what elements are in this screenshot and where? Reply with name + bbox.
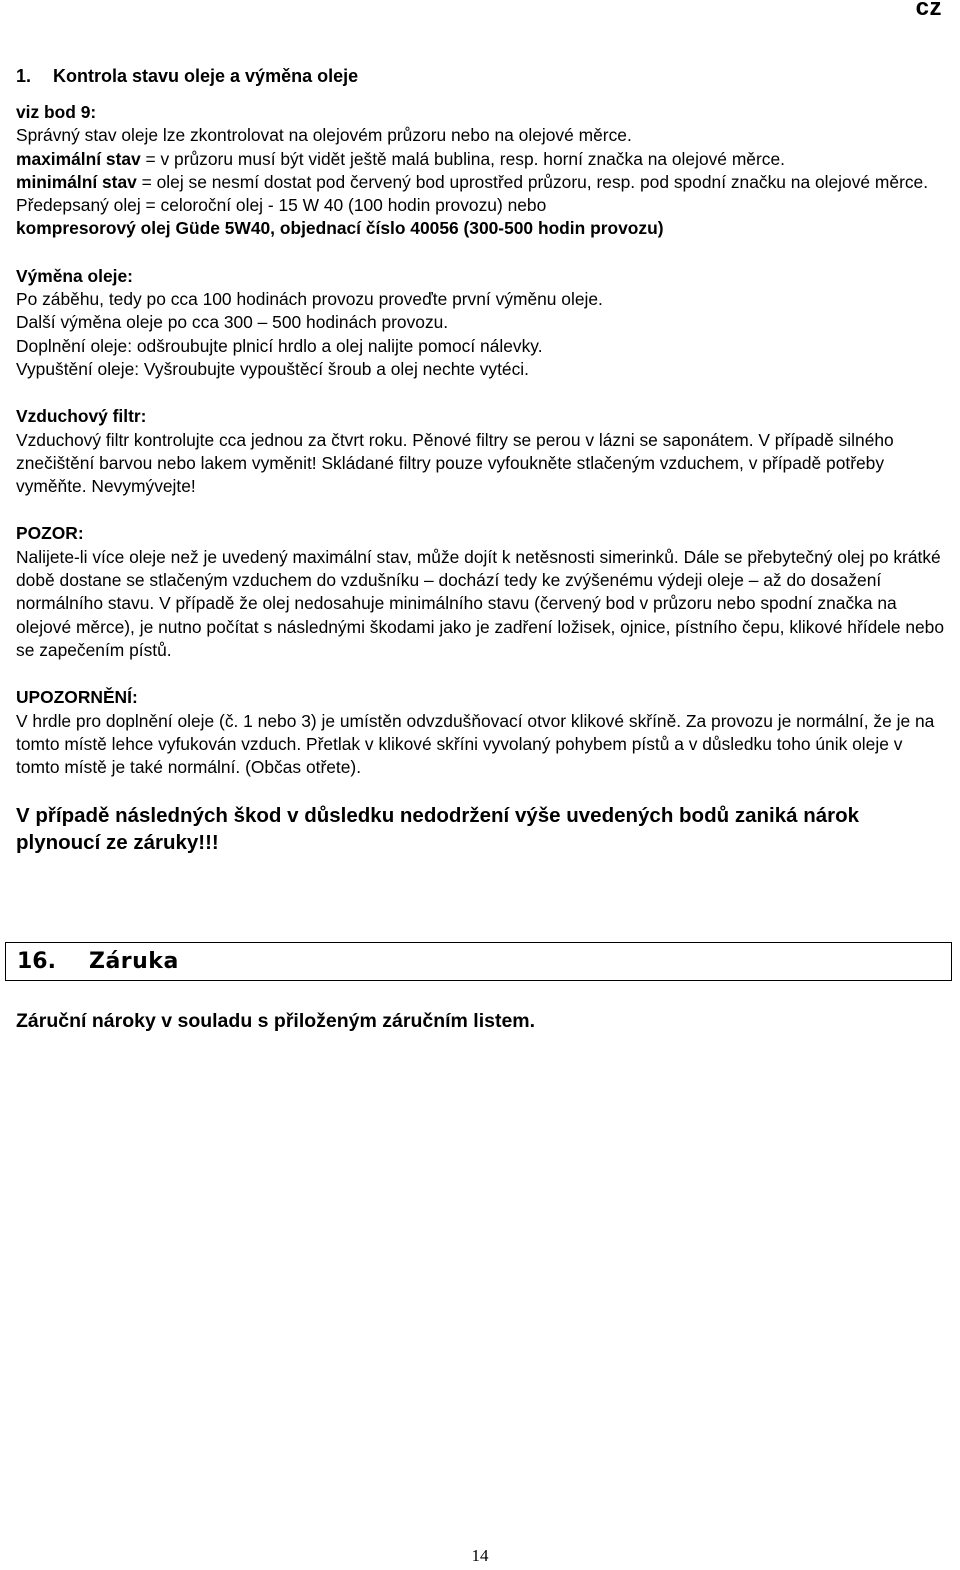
caution-title: POZOR:	[16, 523, 84, 544]
warranty-section-heading	[5, 942, 952, 981]
max-level-text: = v průzoru musí být vidět ještě malá bublina, resp. horní značka na olejové měrce.	[140, 148, 785, 169]
oil-change-line: Doplnění oleje: odšroubujte plnicí hrdlo a olej nalijte pomocí nálevky.	[16, 335, 543, 356]
manual-content	[16, 66, 946, 856]
air-filter-text: Vzduchový filtr kontrolujte cca jednou za čtvrt roku. Pěnové filtry se perou v lázni se saponátem. V případě silného znečištění barvou nebo lakem vyměnit! Skládané filtry pouze vyfoukněte stlačeným vzduchem, v případě potřeby vyměňte. Nevymývejte!	[16, 429, 894, 497]
reference-label: viz bod 9:	[16, 102, 97, 122]
min-level-text: = olej se nesmí dostat pod červený bod uprostřed průzoru, resp. pod spodní značku na olejové měrce.	[136, 171, 929, 192]
page-number: 14	[471, 1546, 489, 1565]
warranty-text: Záruční nároky v souladu s přiloženým záručním listem.	[16, 1010, 536, 1032]
air-filter-section	[16, 405, 946, 498]
oil-change-line: Další výměna oleje po cca 300 – 500 hodinách provozu.	[16, 312, 449, 333]
oil-change-title: Výměna oleje:	[16, 265, 133, 286]
min-level-line	[16, 171, 946, 194]
notice-title: UPOZORNĚNÍ:	[16, 687, 138, 708]
notice-section	[16, 686, 946, 779]
notice-text: V hrdle pro doplnění oleje (č. 1 nebo 3) je umístěn odvzdušňovací otvor klikové skříně. Za provozu je normální, že je na tomto místě lehce vyfukován vzduch. Přetlak v klikové skříni vyvolaný pohybem pístů a v důsledku toho únik oleje v tomto místě je také normální. (Občas otřete).	[16, 710, 935, 778]
warranty-warning: V případě následných škod v důsledku nedodržení výše uvedených bodů zaniká nárok plynoucí ze záruky!!!	[16, 804, 860, 854]
prescribed-oil-line: Předepsaný olej = celoroční olej - 15 W 40 (100 hodin provozu) nebo	[16, 195, 547, 216]
caution-section	[16, 522, 946, 662]
air-filter-title: Vzduchový filtr:	[16, 406, 147, 427]
warranty-section-number: 16.	[17, 949, 56, 974]
caution-text: Nalijete-li více oleje než je uvedený maximální stav, může dojít k netěsnosti simerinků. Dále se přebytečný olej po krátké době dostane se stlačeným vzduchem do vzdušníku – dochází tedy ke zvýšenému výdeji oleje – až do dosažení normálního stavu. V případě že olej nedosahuje minimálního stavu (červený bod v průzoru nebo spodní značka na olejové měrce), je nutno počítat s následnými škodami jako je zadření ložisek, ojnice, pístního čepu, klikové hřídele nebo se zapečením pístů.	[16, 546, 945, 660]
oil-change-section	[16, 265, 946, 381]
section-number: 1.	[16, 66, 32, 86]
section-heading	[16, 66, 946, 87]
compressor-oil-line: kompresorový olej Güde 5W40, objednací číslo 40056 (300-500 hodin provozu)	[16, 218, 664, 239]
min-level-label: minimální stav	[16, 171, 137, 192]
max-level-label: maximální stav	[16, 148, 141, 169]
language-code: cz	[915, 0, 942, 21]
warranty-section-title: Záruka	[89, 949, 179, 974]
oil-check-line: Správný stav oleje lze zkontrolovat na olejovém průzoru nebo na olejové měrce.	[16, 125, 632, 146]
oil-change-line: Vypuštění oleje: Vyšroubujte vypouštěcí šroub a olej nechte vytéci.	[16, 358, 529, 379]
section-title: Kontrola stavu oleje a výměna oleje	[53, 66, 359, 86]
max-level-line	[16, 148, 946, 171]
oil-change-line: Po záběhu, tedy po cca 100 hodinách provozu proveďte první výměnu oleje.	[16, 289, 603, 310]
